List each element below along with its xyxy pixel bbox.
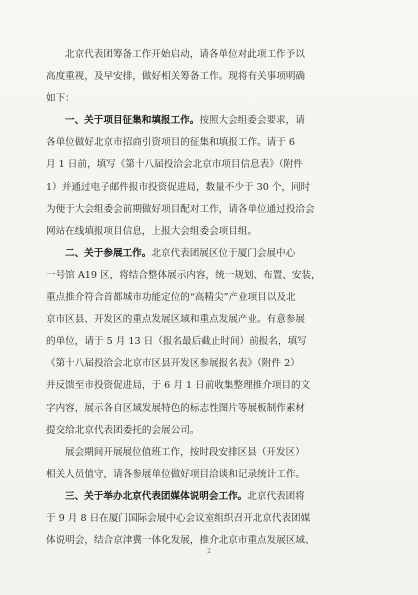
text-line: 为便于大会组委会前期做好项目配对工作，请各单位通过投洽会 bbox=[46, 203, 315, 215]
text-line: 展会期间开展展位值班工作，按时段安排区县（开发区） bbox=[65, 446, 305, 458]
text-line: 京市区县、开发区的重点发展区域和重点发展产业。有意参展 bbox=[46, 314, 306, 326]
section-heading: 二、关于参展工作。 bbox=[65, 247, 152, 259]
text-line: 各单位做好北京市招商引资项目的征集和填报工作。请于 6 bbox=[46, 137, 295, 149]
text-line: 于 9 月 8 日在厦门国际会展中心会议室组织召开北京代表团媒 bbox=[46, 512, 311, 524]
text-line: 月 1 日前，填写《第十八届投洽会北京市项目信息表》（附件 bbox=[46, 159, 303, 171]
text-line: 并反馈至市投资促进局，于 6 月 1 日前收集整理推介项目的文 bbox=[46, 380, 311, 392]
text-line: 《第十八届投洽会北京市区县开发区参展报名表》（附件 2） bbox=[46, 358, 300, 370]
section-heading: 三、关于举办北京代表团媒体说明会工作。 bbox=[65, 490, 248, 502]
text-line: 三、关于举办北京代表团媒体说明会工作。北京代表团将 bbox=[65, 490, 305, 502]
intro-paragraph bbox=[46, 44, 372, 110]
text-line: 北京代表团筹备工作开始启动，请各单位对此项工作予以 bbox=[65, 49, 305, 60]
section-1-paragraph bbox=[46, 110, 372, 243]
text-line: 一、关于项目征集和填报工作。按照大会组委会要求，请 bbox=[65, 115, 305, 127]
text-line: 高度重视，及早安排，做好相关筹备工作。现将有关事项明确 bbox=[46, 71, 306, 83]
text-line: 的单位，请于 5 月 13 日（报名最后截止时间）前报名，填写 bbox=[46, 336, 307, 348]
text-line: 网站在线填报项目信息，上报大会组委会项目组。 bbox=[46, 225, 258, 237]
page-number: 2 bbox=[207, 548, 211, 555]
section-2-paragraph bbox=[46, 243, 372, 442]
text-line: 如下： bbox=[46, 93, 75, 105]
text-line: 一号馆 A19 区，将结合整体展示内容，统一规划、布置、安装， bbox=[46, 269, 321, 281]
section-heading: 一、关于项目征集和填报工作。 bbox=[65, 115, 200, 127]
text-line: 体说明会，结合京津冀一体化发展，推介北京市重点发展区域、 bbox=[46, 535, 315, 547]
text-line: 字内容，展示各自区域发展特色的标志性图片等展板制作素材 bbox=[46, 402, 306, 414]
text-line: 二、关于参展工作。北京代表团展区位于厦门会展中心 bbox=[65, 247, 296, 259]
text-line: 提交给北京代表团委托的会展公司。 bbox=[46, 424, 200, 436]
text-line: 相关人员值守，请各参展单位做好项目洽谈和记录统计工作。 bbox=[46, 468, 306, 480]
section-3-paragraph bbox=[46, 486, 372, 552]
booth-duty-paragraph bbox=[46, 442, 372, 486]
text-line: 重点推介符合首都城市功能定位的“高精尖”产业项目以及北 bbox=[46, 292, 296, 304]
document-body bbox=[46, 44, 372, 552]
text-line: 1）并通过电子邮件报市投资促进局，数量不少于 30 个，同时 bbox=[46, 181, 311, 193]
